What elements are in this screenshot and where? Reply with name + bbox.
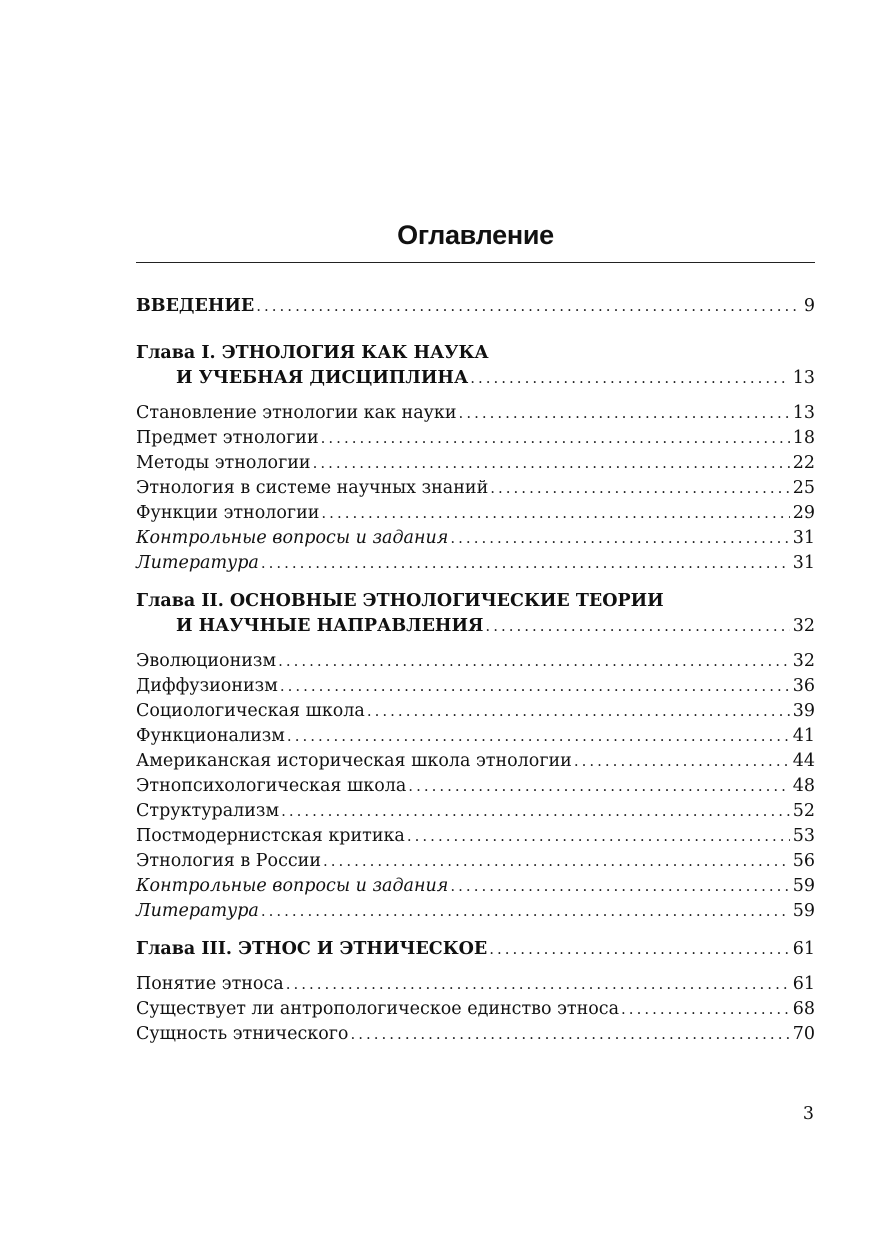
toc-entry-page: 31 <box>792 553 815 573</box>
toc-entry-label: Этнология в России <box>136 851 322 871</box>
leader-dots <box>278 649 790 674</box>
toc-entry-page: 32 <box>792 616 815 636</box>
toc-entry-page: 61 <box>792 974 815 994</box>
leader-dots <box>280 674 790 699</box>
leader-dots <box>408 774 789 799</box>
toc-entry-label: Понятие этноса <box>136 974 284 994</box>
toc-entry-label: Этнология в системе научных знаний <box>136 478 489 498</box>
chapter-1-heading-continued <box>136 366 815 391</box>
chapter-2-heading-continued <box>136 614 815 639</box>
toc-entry-questions <box>136 526 815 551</box>
toc-entry-page: 48 <box>792 776 815 796</box>
toc-entry-label: Эволюционизм <box>136 651 277 671</box>
toc-entry-page: 61 <box>792 939 815 959</box>
toc-entry <box>136 476 815 501</box>
toc-entry-label: Литература <box>136 553 259 573</box>
leader-dots <box>323 849 790 874</box>
toc-entry-label: Предмет этнологии <box>136 428 319 448</box>
title-rule <box>136 262 815 263</box>
toc-entry-page: 9 <box>803 296 815 316</box>
chapter-1-heading: Глава I. ЭТНОЛОГИЯ КАК НАУКА <box>136 343 489 363</box>
toc-entry-page: 31 <box>792 528 815 548</box>
toc-entry-page: 18 <box>792 428 815 448</box>
page-number: 3 <box>802 1104 814 1124</box>
leader-dots <box>313 451 790 476</box>
toc-entry <box>136 426 815 451</box>
toc-entry-label: И УЧЕБНАЯ ДИСЦИПЛИНА <box>176 368 469 388</box>
leader-dots <box>450 526 789 551</box>
toc-entry-page: 22 <box>792 453 815 473</box>
leader-dots <box>261 899 790 924</box>
leader-dots <box>286 972 790 997</box>
toc-entry <box>136 799 815 824</box>
toc-entry-page: 36 <box>792 676 815 696</box>
toc-entry <box>136 401 815 426</box>
toc-entry-page: 32 <box>792 651 815 671</box>
leader-dots <box>621 997 790 1022</box>
toc-entry-page: 70 <box>792 1024 815 1044</box>
toc-entry <box>136 1022 815 1047</box>
leader-dots <box>256 294 798 319</box>
toc-entry <box>136 649 815 674</box>
toc-entry-label: Глава III. ЭТНОС И ЭТНИЧЕСКОЕ <box>136 939 488 959</box>
toc-entry <box>136 774 815 799</box>
toc-entry-label: ВВЕДЕНИЕ <box>136 296 255 316</box>
toc-entry-label: И НАУЧНЫЕ НАПРАВЛЕНИЯ <box>176 616 484 636</box>
toc-entry-label: Постмодернистская критика <box>136 826 405 846</box>
toc-entry <box>136 451 815 476</box>
toc-entry <box>136 997 815 1022</box>
toc-entry-questions <box>136 874 815 899</box>
toc-entry <box>136 849 815 874</box>
toc-entry <box>136 824 815 849</box>
toc-entry-literature <box>136 899 815 924</box>
leader-dots <box>490 476 789 501</box>
toc-entry-label: Сущность этнического <box>136 1024 349 1044</box>
leader-dots <box>281 799 790 824</box>
toc-entry <box>136 501 815 526</box>
page-title: Оглавление <box>397 220 554 250</box>
toc-entry-page: 44 <box>792 751 815 771</box>
toc-entry-label: Диффузионизм <box>136 676 278 696</box>
leader-dots <box>450 874 789 899</box>
toc-entry-page: 52 <box>792 801 815 821</box>
leader-dots <box>350 1022 789 1047</box>
toc-entry-page: 13 <box>792 403 815 423</box>
toc-entry-label: Этнопсихологическая школа <box>136 776 407 796</box>
toc-entry-label: Контрольные вопросы и задания <box>136 876 449 896</box>
toc-entry-introduction <box>136 294 815 319</box>
toc-entry-page: 59 <box>792 901 815 921</box>
leader-dots <box>367 699 790 724</box>
toc-entry-page: 41 <box>792 726 815 746</box>
leader-dots <box>485 614 789 639</box>
leader-dots <box>574 749 790 774</box>
toc-entry <box>136 972 815 997</box>
toc-entry <box>136 699 815 724</box>
leader-dots <box>261 551 790 576</box>
leader-dots <box>459 401 790 426</box>
toc-entry-label: Существует ли антропологическое единство этноса <box>136 999 620 1019</box>
toc-entry-label: Функционализм <box>136 726 285 746</box>
toc-entry-label: Литература <box>136 901 259 921</box>
toc-entry-page: 59 <box>792 876 815 896</box>
toc-entry-label: Методы этнологии <box>136 453 311 473</box>
chapter-3-heading <box>136 937 815 962</box>
toc-entry-label: Американская историческая школа этнологии <box>136 751 572 771</box>
toc-entry-page: 25 <box>792 478 815 498</box>
toc-entry-page: 13 <box>792 368 815 388</box>
toc-entry <box>136 674 815 699</box>
table-of-contents <box>136 294 815 1047</box>
toc-entry-literature <box>136 551 815 576</box>
leader-dots <box>321 501 789 526</box>
toc-entry-page: 39 <box>792 701 815 721</box>
toc-entry-label: Структурализм <box>136 801 280 821</box>
leader-dots <box>470 366 790 391</box>
toc-entry-page: 29 <box>792 503 815 523</box>
toc-entry-label: Контрольные вопросы и задания <box>136 528 449 548</box>
leader-dots <box>407 824 790 849</box>
toc-entry-label: Функции этнологии <box>136 503 320 523</box>
toc-entry <box>136 749 815 774</box>
toc-entry-page: 68 <box>792 999 815 1019</box>
leader-dots <box>321 426 790 451</box>
leader-dots <box>489 937 789 962</box>
chapter-2-heading: Глава II. ОСНОВНЫЕ ЭТНОЛОГИЧЕСКИЕ ТЕОРИИ <box>136 591 664 611</box>
toc-entry <box>136 724 815 749</box>
toc-entry-label: Становление этнологии как науки <box>136 403 457 423</box>
toc-entry-page: 53 <box>792 826 815 846</box>
leader-dots <box>287 724 790 749</box>
toc-entry-page: 56 <box>792 851 815 871</box>
toc-entry-label: Социологическая школа <box>136 701 365 721</box>
